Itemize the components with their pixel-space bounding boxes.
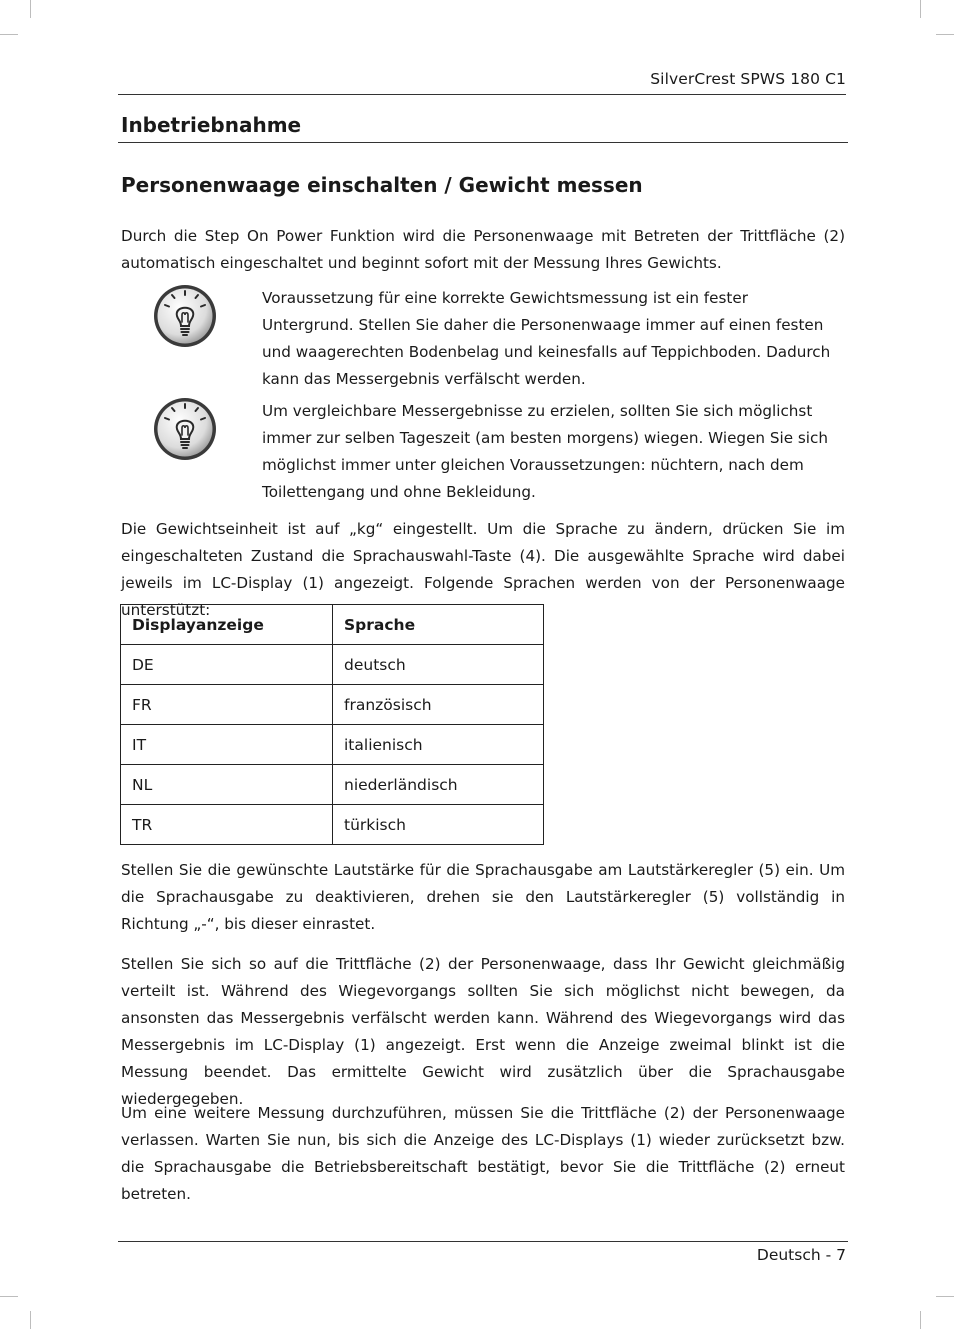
section-title: Inbetriebnahme bbox=[121, 113, 302, 137]
table-row bbox=[121, 725, 544, 765]
crop-mark bbox=[936, 34, 954, 35]
page-number: Deutsch - 7 bbox=[756, 1246, 846, 1264]
column-header-language: Sprache bbox=[333, 605, 544, 645]
volume-paragraph: Stellen Sie die gewünschte Lautstärke für die Sprachausgabe am Lautstärkeregler (5) ein. Um die Sprachausgabe zu deaktivieren, drehen sie den Lautstärkeregler (5) vollständig in Richtung „-“, bis dieser einrastet. bbox=[121, 861, 845, 933]
crop-mark bbox=[0, 34, 18, 35]
tip-text: Voraussetzung für eine korrekte Gewichtsmessung ist ein fester Untergrund. Stellen Sie daher die Personenwaage immer auf einen festen und waagerechten Bodenbelag und keinesfalls auf Teppichboden. Dadurch kann das Messergebnis verfälscht werden. bbox=[262, 289, 831, 388]
table-row bbox=[121, 645, 544, 685]
display-code-cell: IT bbox=[121, 725, 333, 765]
language-name-cell: türkisch bbox=[333, 805, 544, 845]
crop-mark bbox=[936, 1296, 954, 1297]
running-header: SilverCrest SPWS 180 C1 bbox=[650, 70, 846, 88]
table-row bbox=[121, 685, 544, 725]
footer-rule bbox=[118, 1241, 848, 1242]
lightbulb-icon bbox=[152, 396, 218, 462]
language-name-cell: französisch bbox=[333, 685, 544, 725]
language-name-cell: deutsch bbox=[333, 645, 544, 685]
header-rule bbox=[118, 94, 846, 95]
language-intro-paragraph: Die Gewichtseinheit ist auf „kg“ eingestellt. Um die Sprache zu ändern, drücken Sie im eingeschalteten Zustand die Sprachauswahl-Taste (4). Die ausgewählte Sprache wird dabei jeweils im LC-Display (1) angezeigt. Folgende Sprachen werden von der Personenwaage unterstützt: bbox=[121, 520, 845, 619]
subsection-title: Personenwaage einschalten / Gewicht messen bbox=[121, 173, 643, 197]
intro-paragraph: Durch die Step On Power Funktion wird die Personenwaage mit Betreten der Trittfläche (2) automatisch eingeschaltet und beginnt sofort mit der Messung Ihres Gewichts. bbox=[121, 227, 845, 272]
crop-mark bbox=[920, 0, 921, 18]
crop-mark bbox=[30, 0, 31, 18]
language-name-cell: italienisch bbox=[333, 725, 544, 765]
crop-mark bbox=[920, 1311, 921, 1329]
table-row bbox=[121, 805, 544, 845]
next-measurement-paragraph: Um eine weitere Messung durchzuführen, müssen Sie die Trittfläche (2) der Personenwaage verlassen. Warten Sie nun, bis sich die Anzeige des LC-Displays (1) wieder zurücksetzt bzw. die Sprachausgabe die Betriebsbereitschaft bestätigt, bevor Sie die Trittfläche (2) erneut betreten. bbox=[121, 1104, 845, 1203]
display-code-cell: DE bbox=[121, 645, 333, 685]
table-header-row bbox=[121, 605, 544, 645]
display-code-cell: TR bbox=[121, 805, 333, 845]
crop-mark bbox=[0, 1296, 18, 1297]
tip-text: Um vergleichbare Messergebnisse zu erzielen, sollten Sie sich möglichst immer zur selben Tageszeit (am besten morgens) wiegen. Wiegen Sie sich möglichst immer unter gleichen Voraussetzungen: nüchtern, nach dem Toilettengang und ohne Bekleidung. bbox=[262, 402, 829, 501]
table-row bbox=[121, 765, 544, 805]
weighing-paragraph: Stellen Sie sich so auf die Trittfläche (2) der Personenwaage, dass Ihr Gewicht gleichmäßig verteilt ist. Während des Wiegevorgangs sollten Sie sich möglichst nicht bewegen, da ansonsten das Messergebnis verfälscht werden kann. Während des Wiegevorgangs wird das Messergebnis im LC-Display (1) angezeigt. Erst wenn die Anzeige zweimal blinkt ist die Messung beendet. Das ermittelte Gewicht wird zusätzlich über die Sprachausgabe wiedergegeben. bbox=[121, 955, 845, 1108]
section-rule bbox=[118, 142, 848, 143]
language-name-cell: niederländisch bbox=[333, 765, 544, 805]
language-table bbox=[120, 604, 544, 845]
display-code-cell: NL bbox=[121, 765, 333, 805]
lightbulb-icon bbox=[152, 283, 218, 349]
display-code-cell: FR bbox=[121, 685, 333, 725]
column-header-display: Displayanzeige bbox=[121, 605, 333, 645]
crop-mark bbox=[30, 1311, 31, 1329]
